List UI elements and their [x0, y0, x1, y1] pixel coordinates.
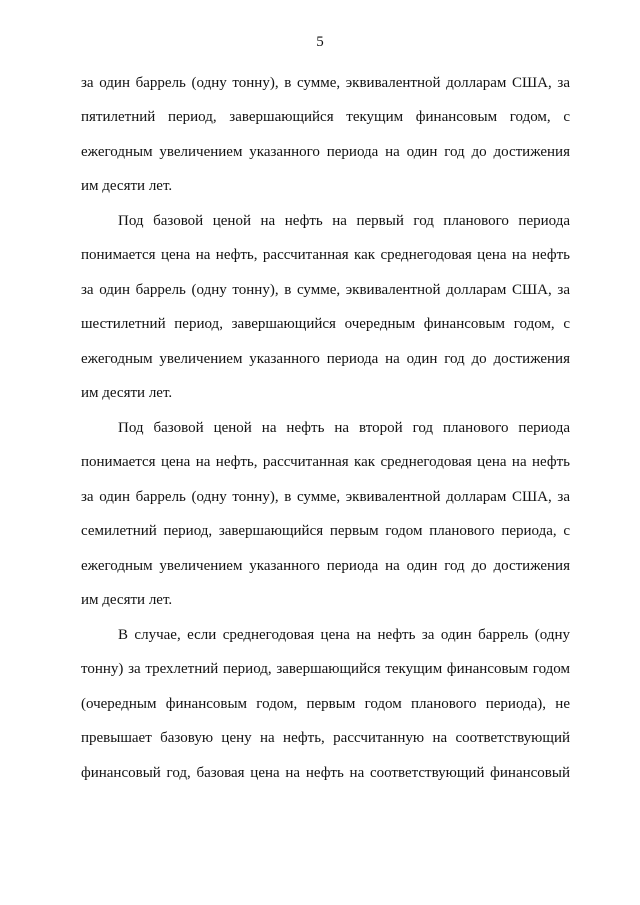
paragraph-2-line-4: шестилетний период, завершающийся очередным финансовым годом, с: [81, 316, 570, 332]
paragraph-2-line-2: понимается цена на нефть, рассчитанная как среднегодовая цена на нефть: [81, 247, 570, 263]
paragraph-4-line-4: превышает базовую цену на нефть, рассчитанную на соответствующий: [81, 730, 570, 746]
paragraph-4-line-3: (очередным финансовым годом, первым годом планового периода), не: [81, 696, 570, 712]
paragraph-1-line-3: ежегодным увеличением указанного периода на один год до достижения: [81, 144, 570, 160]
paragraph-2-line-6: им десяти лет.: [81, 385, 173, 401]
paragraph-4-line-5: финансовый год, базовая цена на нефть на соответствующий финансовый: [81, 765, 570, 781]
paragraph-1-line-1: за один баррель (одну тонну), в сумме, эквивалентной долларам США, за: [81, 75, 570, 91]
paragraph-4-line-2: тонну) за трехлетний период, завершающийся текущим финансовым годом: [81, 661, 570, 677]
paragraph-1-line-4: им десяти лет.: [81, 178, 173, 194]
paragraph-2-line-1: Под базовой ценой на нефть на первый год планового периода: [118, 213, 570, 229]
page-number: 5: [316, 34, 324, 50]
paragraph-4-line-1: В случае, если среднегодовая цена на нефть за один баррель (одну: [118, 627, 570, 643]
paragraph-3-line-5: ежегодным увеличением указанного периода на один год до достижения: [81, 558, 570, 574]
paragraph-2-line-3: за один баррель (одну тонну), в сумме, эквивалентной долларам США, за: [81, 282, 570, 298]
paragraph-1-line-2: пятилетний период, завершающийся текущим финансовым годом, с: [81, 109, 570, 125]
paragraph-3-line-1: Под базовой ценой на нефть на второй год планового периода: [118, 420, 570, 436]
paragraph-3-line-4: семилетний период, завершающийся первым годом планового периода, с: [81, 523, 570, 539]
paragraph-3-line-2: понимается цена на нефть, рассчитанная как среднегодовая цена на нефть: [81, 454, 570, 470]
paragraph-2-line-5: ежегодным увеличением указанного периода на один год до достижения: [81, 351, 570, 367]
paragraph-3-line-6: им десяти лет.: [81, 592, 173, 608]
paragraph-3-line-3: за один баррель (одну тонну), в сумме, эквивалентной долларам США, за: [81, 489, 570, 505]
